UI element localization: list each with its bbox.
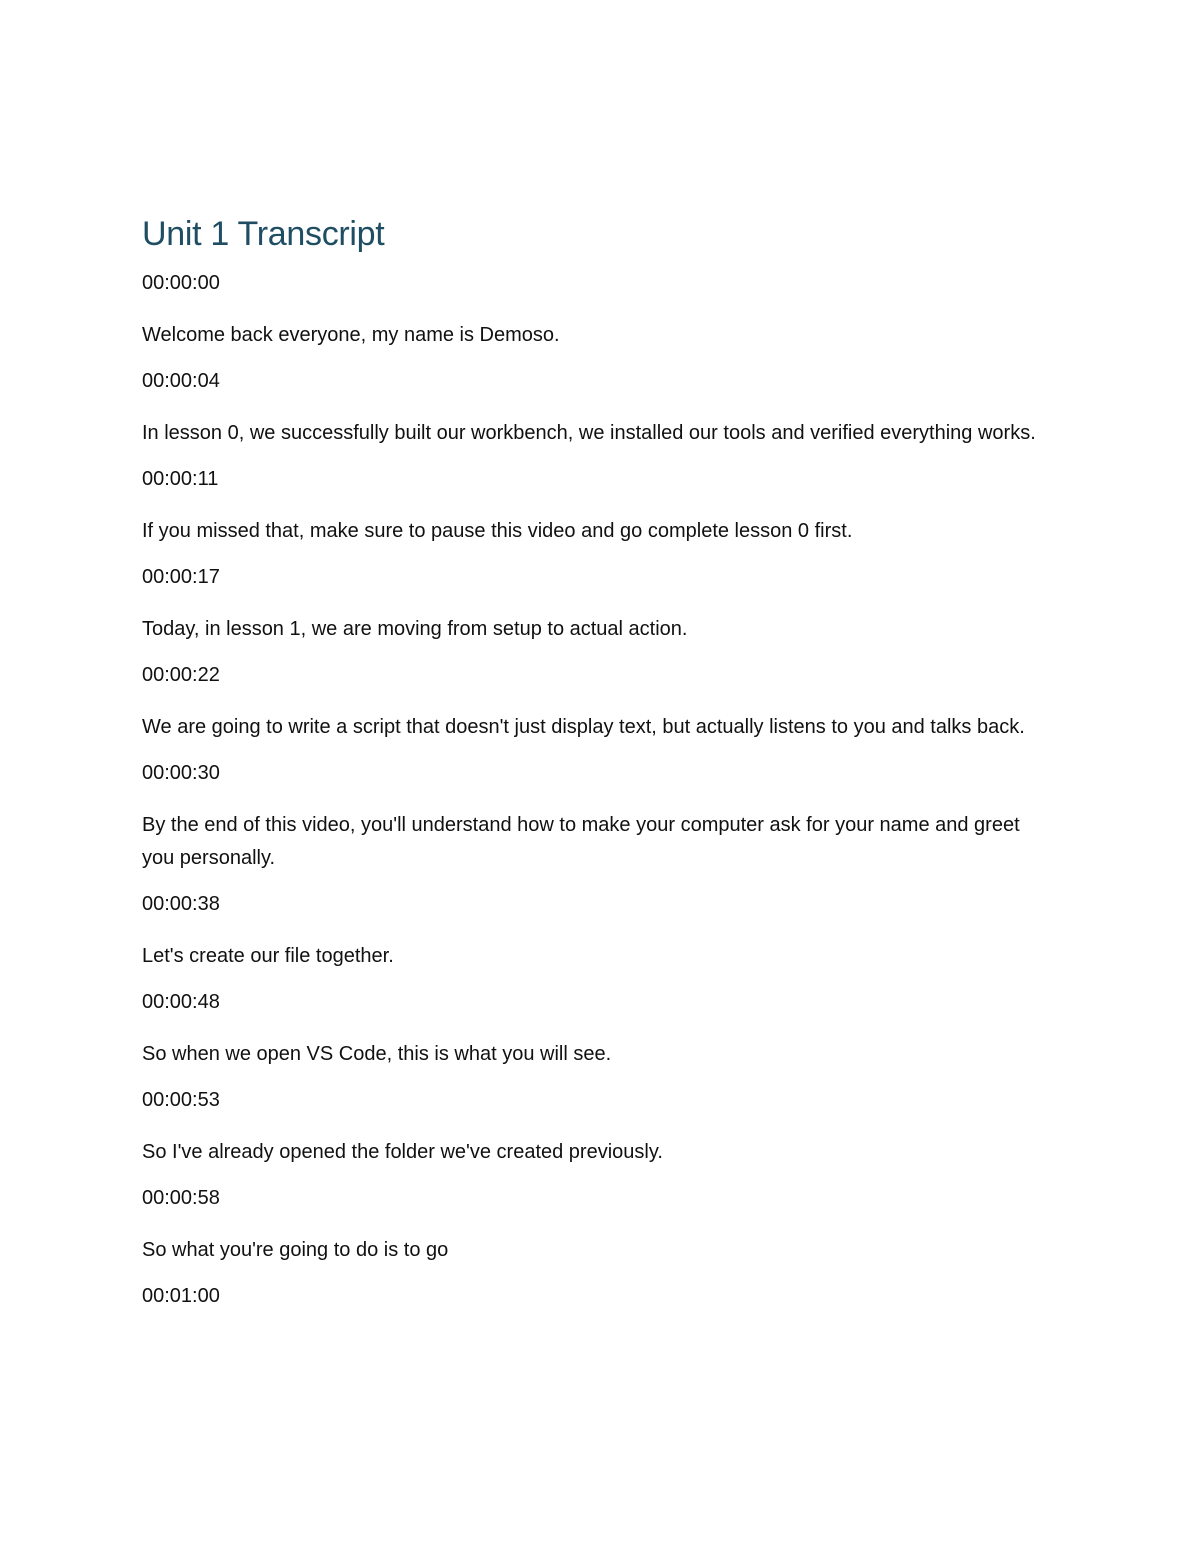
timestamp: 00:01:00 (142, 1285, 220, 1307)
transcript-entry (142, 891, 1042, 973)
transcript-entry (142, 270, 1042, 352)
transcript-text: We are going to write a script that doesn't just display text, but actually listens to you and talks back. (142, 716, 1025, 738)
timestamp: 00:00:30 (142, 762, 220, 784)
transcript-text: Today, in lesson 1, we are moving from setup to actual action. (142, 618, 688, 640)
timestamp: 00:00:11 (142, 468, 219, 490)
transcript-text: By the end of this video, you'll understand how to make your computer ask for your name and greet you personally. (142, 814, 1020, 869)
transcript-entry (142, 564, 1042, 646)
transcript-entry (142, 989, 1042, 1071)
transcript-text: If you missed that, make sure to pause this video and go complete lesson 0 first. (142, 520, 853, 542)
transcript-text: Let's create our file together. (142, 945, 394, 967)
timestamp: 00:00:58 (142, 1187, 220, 1209)
transcript-text: So what you're going to do is to go (142, 1239, 449, 1261)
timestamp: 00:00:04 (142, 370, 220, 392)
document-title: Unit 1 Transcript (142, 215, 385, 253)
transcript-entry (142, 760, 1042, 875)
transcript-text: So when we open VS Code, this is what you will see. (142, 1043, 612, 1065)
timestamp: 00:00:53 (142, 1089, 220, 1111)
transcript-entry (142, 1283, 1042, 1309)
transcript-entry (142, 368, 1042, 450)
transcript-entry (142, 1185, 1042, 1267)
timestamp: 00:00:38 (142, 893, 220, 915)
timestamp: 00:00:17 (142, 566, 220, 588)
timestamp: 00:00:22 (142, 664, 220, 686)
transcript-entry (142, 1087, 1042, 1169)
transcript-entry (142, 662, 1042, 744)
transcript-text: So I've already opened the folder we've created previously. (142, 1141, 663, 1163)
timestamp: 00:00:00 (142, 272, 220, 294)
transcript-text: In lesson 0, we successfully built our workbench, we installed our tools and verified everything works. (142, 422, 1036, 444)
transcript-text: Welcome back everyone, my name is Demoso. (142, 324, 560, 346)
timestamp: 00:00:48 (142, 991, 220, 1013)
document-page (142, 212, 1042, 1332)
transcript-entry (142, 466, 1042, 548)
